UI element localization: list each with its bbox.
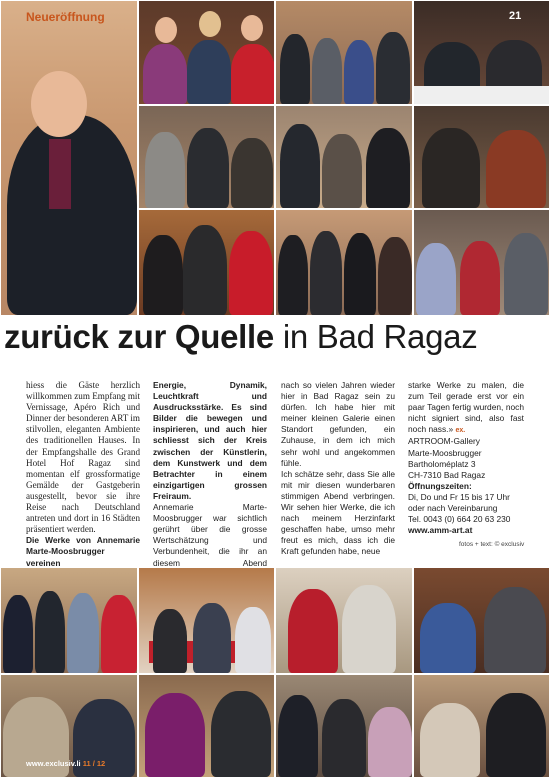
- photo-credit: fotos + text: © exclusiv: [459, 541, 525, 548]
- text-column-2: [153, 380, 267, 591]
- text-column-4: [408, 380, 524, 536]
- col3-body1: nach so vielen Jahren wieder hier in Bad Ragaz sein zu dürfen. Ich habe hier mit meiner kleinen Galerie einen Standort gefunden, ein Zuhause, in dem ich mich sehr wohl und angekommen fühle.: [281, 380, 395, 468]
- col4-hours1: Di, Do und Fr 15 bis 17 Uhr: [408, 491, 510, 502]
- photo-row3-a: [138, 209, 275, 316]
- photo-bottom-8: [413, 674, 550, 778]
- photo-bottom-7: [275, 674, 413, 778]
- photo-three-women: [138, 0, 275, 105]
- photo-row3-c: [413, 209, 550, 316]
- footer-site: www.exclusiv.li: [26, 759, 81, 768]
- photo-row3-b: [275, 209, 413, 316]
- page-number: 21: [509, 10, 522, 22]
- col2-bold: Energie, Dynamik, Leuchtkraft und Ausdrucksstärke. Es sind Bilder die bewegen und inspirieren, und auch hier schliesst sich der Kreis zwischen der Künstlerin, dem Kunstwerk und dem Betrachter in einem einzigartigen grossen Freiraum.: [153, 380, 267, 501]
- photo-bottom-1: [0, 567, 138, 674]
- col3-body2: Ich schätze sehr, dass Sie alle mit mir diesen wunderbaren stimmigen Abend verbringen. Wir sehen hier Werke, die ich nach meinem Herzinfarkt geschaffen habe, umso mehr freut es mich, dass ich die Kraft gefunden habe, neue: [281, 468, 395, 557]
- text-column-1: [26, 380, 140, 569]
- photo-bottom-4: [413, 567, 550, 674]
- col4-tel: Tel. 0043 (0) 664 20 63 230: [408, 514, 511, 525]
- section-tag: Neueröffnung: [26, 10, 105, 24]
- photo-row2-a: [138, 105, 275, 209]
- footer-issue: 11 / 12: [82, 759, 106, 768]
- col4-hours2: oder nach Vereinbarung: [408, 503, 498, 514]
- headline-light: in Bad Ragaz: [282, 318, 478, 355]
- col4-street: Bartholoméplatz 3: [408, 458, 476, 469]
- photo-row2-c: [413, 105, 550, 209]
- col4-gallery: ARTROOM-Gallery: [408, 436, 480, 447]
- col1-bold: Die Werke von Annemarie Marte-Moosbrugger vereinen: [26, 535, 140, 568]
- photo-couple-table: [413, 0, 550, 105]
- photo-group-four: [275, 0, 413, 105]
- photo-bottom-2: [138, 567, 275, 674]
- col4-hours-label: Öffnungszeiten:: [408, 480, 472, 491]
- col1-body: hiess die Gäste herzlich willkommen zum Empfang mit Vernissage, Apéro Rich und Dinner der besonderen ART im stilvollen, eleganten Ambiente des traditionellen Hauses. In der Empfangshalle des Grand Hotel Hof Ragaz sind momentan elf grossformatige Gemälde der Gastgeberin ausgestellt, bevor sie ihre Reise nach Deutschland antreten und dort in 16 Städten präsentiert werden.: [26, 380, 140, 535]
- col4-name: Marte-Moosbrugger: [408, 447, 482, 458]
- col4-web: www.amm-art.at: [408, 525, 473, 536]
- text-column-3: [281, 380, 395, 558]
- col4-body: starke Werke zu malen, die zum Teil gerade erst vor ein paar Tagen fertig wurden, noch nicht signiert sind, also fast noch nass.» ex.: [408, 380, 524, 435]
- col4-signature: ex.: [455, 427, 466, 435]
- photo-row2-b: [275, 105, 413, 209]
- photo-man-portrait: [0, 0, 138, 316]
- col2-body: Annemarie Marte-Moosbrugger war sichtlich gerührt über die grosse Wertschätzung und Verbundenheit, die ihr an diesem Abend: [153, 502, 267, 568]
- col4-city: CH-7310 Bad Ragaz: [408, 469, 486, 480]
- footer: [26, 759, 105, 768]
- headline: [4, 318, 550, 364]
- photo-bottom-3: [275, 567, 413, 674]
- headline-bold: zurück zur Quelle: [4, 318, 274, 355]
- photo-bottom-6: [138, 674, 275, 778]
